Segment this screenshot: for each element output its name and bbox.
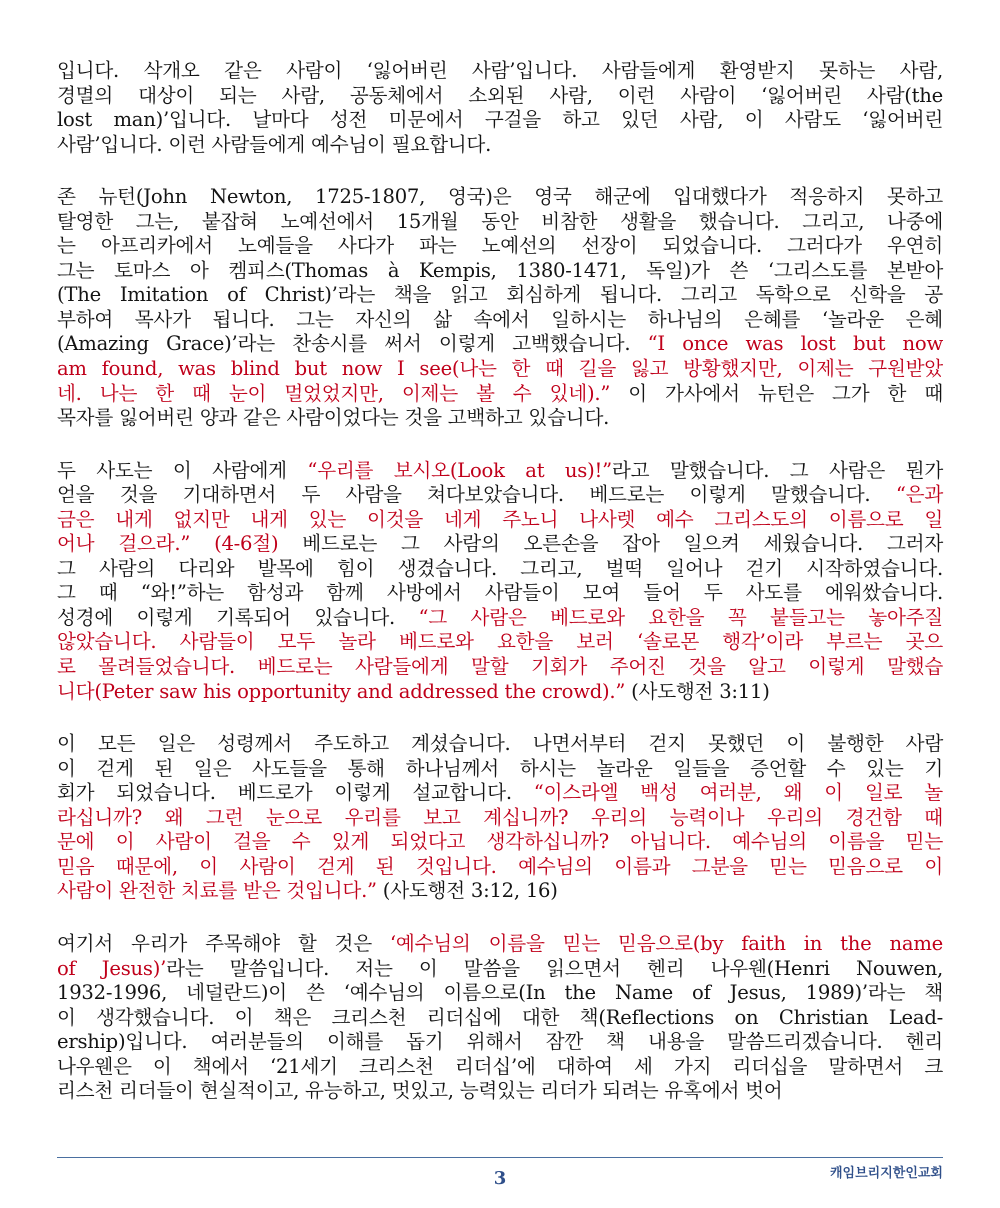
body-text: 이 모든 일은 성령께서 주도하고 계셨습니다. 나면서부터 걷지 못했던 이 불행한 사람 — [57, 732, 943, 756]
body-text: 리스천 리더들이 현실적이고, 유능하고, 멋있고, 능력있는 리더가 되려는 유혹에서 벗어 — [57, 1079, 783, 1103]
quoted-text: 니다(Peter saw his opportunity and addressed the crowd).” — [57, 679, 626, 703]
quoted-text: 로 몰려들었습니다. 베드로는 사람들에게 말할 기회가 주어진 것을 알고 이렇게 말했습 — [57, 655, 943, 679]
text-line — [57, 108, 943, 133]
text-line — [57, 1079, 943, 1104]
text-line — [57, 806, 943, 831]
body-text: 탈영한 그는, 붙잡혀 노예선에서 15개월 동안 비참한 생활을 했습니다. 그리고, 나중에 — [57, 209, 943, 233]
body-text: 이 걷게 된 일은 사도들을 통해 하나님께서 하시는 놀라운 일들을 증언할 수 있는 기 — [57, 756, 943, 780]
quoted-text: 문에 이 사람이 걸을 수 있게 되었다고 생각하십니까? 아닙니다. 예수님의 이름을 믿는 — [57, 830, 943, 854]
text-line — [57, 357, 943, 382]
body-text: 부하여 목사가 됩니다. 그는 자신의 삶 속에서 일하시는 하나님의 은혜를 ‘놀라운 은혜 — [57, 307, 943, 331]
text-line — [57, 732, 943, 757]
text-line — [57, 332, 943, 357]
text-line — [57, 757, 943, 782]
text-line — [57, 557, 943, 582]
body-text: 두 사도는 이 사람에게 — [57, 458, 308, 482]
paragraph — [57, 59, 943, 157]
text-line — [57, 655, 943, 680]
quoted-text: ‘예수님의 이름을 믿는 믿음으로(by faith in the name — [389, 931, 943, 955]
text-line — [57, 483, 943, 508]
page-body — [57, 59, 943, 1132]
body-text: 입니다. 삭개오 같은 사람이 ‘잃어버린 사람’입니다. 사람들에게 환영받지 못하는 사람, — [57, 59, 943, 82]
text-line — [57, 957, 943, 982]
body-text: 목자를 잃어버린 양과 같은 사람이었다는 것을 고백하고 있습니다. — [57, 406, 610, 430]
body-text: 그는 토마스 아 켐피스(Thomas à Kempis, 1380-1471, 독일)가 쓴 ‘그리스도를 본받아 — [57, 258, 943, 282]
body-text: 라는 말씀입니다. 저는 이 말씀을 읽으면서 헨리 나우웬(Henri Nouwen, — [166, 956, 943, 980]
body-text: 존 뉴턴(John Newton, 1725-1807, 영국)은 영국 해군에 입대했다가 적응하지 못하고 — [57, 185, 943, 209]
paragraph — [57, 459, 943, 704]
paragraph — [57, 185, 943, 430]
text-line — [57, 532, 943, 557]
body-text: lost man)’입니다. 날마다 성전 미문에서 구걸을 하고 있던 사람, 이 사람도 ‘잃어버린 — [57, 108, 943, 132]
text-line — [57, 630, 943, 655]
body-text: (사도행전 3:12, 16) — [376, 879, 558, 903]
text-line — [57, 406, 943, 431]
text-line — [57, 680, 943, 705]
quoted-text: 금은 내게 없지만 내게 있는 이것을 네게 주노니 나사렛 예수 그리스도의 이름으로 일 — [57, 507, 943, 531]
body-text: 여기서 우리가 주목해야 할 것은 — [57, 931, 390, 955]
body-text: 이 생각했습니다. 이 책은 크리스천 리더십에 대한 책(Reflections on Christian Lead- — [57, 1005, 943, 1029]
body-text: 라고 말했습니다. 그 사람은 뭔가 — [611, 458, 943, 482]
body-text: 베드로는 그 사람의 오른손을 잡아 일으켜 세웠습니다. 그러자 — [278, 532, 943, 556]
text-line — [57, 932, 943, 957]
quoted-text: “그 사람은 베드로와 요한을 꼭 붙들고는 놓아주질 — [418, 605, 943, 629]
quoted-text: “은과 — [895, 483, 943, 507]
text-line — [57, 879, 943, 904]
text-line — [57, 308, 943, 333]
text-line — [57, 382, 943, 407]
text-line — [57, 781, 943, 806]
text-line — [57, 830, 943, 855]
body-text: (Amazing Grace)’라는 찬송시를 써서 이렇게 고백했습니다. — [57, 332, 648, 356]
text-line — [57, 459, 943, 484]
text-line — [57, 1006, 943, 1031]
text-line — [57, 606, 943, 631]
text-line — [57, 234, 943, 259]
quoted-text: 믿음 때문에, 이 사람이 걷게 된 것입니다. 예수님의 이름과 그분을 믿는 믿음으로 이 — [57, 854, 943, 878]
footer-rule — [57, 1157, 943, 1158]
body-text: 경멸의 대상이 되는 사람, 공동체에서 소외된 사람, 이런 사람이 ‘잃어버린 사람(the — [57, 83, 943, 107]
text-line — [57, 283, 943, 308]
text-line — [57, 59, 943, 84]
text-line — [57, 981, 943, 1006]
quoted-text: “I once was lost but now — [647, 332, 943, 356]
body-text: 그 사람의 다리와 발목에 힘이 생겼습니다. 그리고, 벌떡 일어나 걷기 시작하였습니다. — [57, 556, 943, 580]
body-text: 그 때 “와!”하는 함성과 함께 사방에서 사람들이 모여 들어 두 사도를 에워쌌습니다. — [57, 581, 943, 605]
text-line — [57, 185, 943, 210]
body-text: 회가 되었습니다. 베드로가 이렇게 설교합니다. — [57, 781, 534, 805]
body-text: 성경에 이렇게 기록되어 있습니다. — [57, 605, 419, 629]
text-line — [57, 1055, 943, 1080]
quoted-text: of Jesus)’ — [57, 956, 167, 980]
paragraph — [57, 732, 943, 904]
text-line — [57, 508, 943, 533]
body-text: (The Imitation of Christ)’라는 책을 읽고 회심하게 됩니다. 그리고 독학으로 신학을 공 — [57, 283, 943, 307]
page-number: 3 — [493, 1168, 507, 1189]
body-text: 는 아프리카에서 노예들을 사다가 파는 노예선의 선장이 되었습니다. 그러다가 우연히 — [57, 234, 943, 258]
text-line — [57, 84, 943, 109]
body-text: (사도행전 3:11) — [625, 679, 770, 703]
text-line — [57, 855, 943, 880]
quoted-text: am found, was blind but now I see(나는 한 때 길을 잃고 방황했지만, 이제는 구원받았 — [57, 357, 943, 381]
body-text: 1932-1996, 네덜란드)이 쓴 ‘예수님의 이름으로(In the Name of Jesus, 1989)’라는 책 — [57, 981, 943, 1005]
body-text: ership)입니다. 여러분들의 이해를 돕기 위해서 잠깐 책 내용을 말씀드리겠습니다. 헨리 — [57, 1030, 943, 1054]
quoted-text: 않았습니다. 사람들이 모두 놀라 베드로와 요한을 보러 ‘솔로몬 행각’이라 부르는 곳으 — [57, 630, 943, 654]
church-name: 캐임브리지한인교회 — [829, 1166, 943, 1181]
quoted-text: 네. 나는 한 때 눈이 멀었었지만, 이제는 볼 수 있네).” — [57, 381, 611, 405]
body-text: 사람’입니다. 이런 사람들에게 예수님이 필요합니다. — [57, 132, 492, 156]
body-text: 얻을 것을 기대하면서 두 사람을 쳐다보았습니다. 베드로는 이렇게 말했습니다. — [57, 483, 896, 507]
body-text: 이 가사에서 뉴턴은 그가 한 때 — [610, 381, 943, 405]
body-text: 나우웬은 이 책에서 ‘21세기 크리스천 리더십’에 대하여 세 가지 리더십을 말하면서 크 — [57, 1054, 943, 1078]
text-line — [57, 581, 943, 606]
quoted-text: 사람이 완전한 치료를 받은 것입니다.” — [57, 879, 377, 903]
text-line — [57, 210, 943, 235]
text-line — [57, 133, 943, 158]
text-line — [57, 259, 943, 284]
quoted-text: 어나 걸으라.” (4-6절) — [57, 532, 279, 556]
quoted-text: “우리를 보시오(Look at us)!” — [307, 458, 612, 482]
quoted-text: 라십니까? 왜 그런 눈으로 우리를 보고 계십니까? 우리의 능력이나 우리의 경건함 때 — [57, 805, 943, 829]
paragraph — [57, 932, 943, 1104]
quoted-text: “이스라엘 백성 여러분, 왜 이 일로 놀 — [533, 781, 943, 805]
text-line — [57, 1030, 943, 1055]
